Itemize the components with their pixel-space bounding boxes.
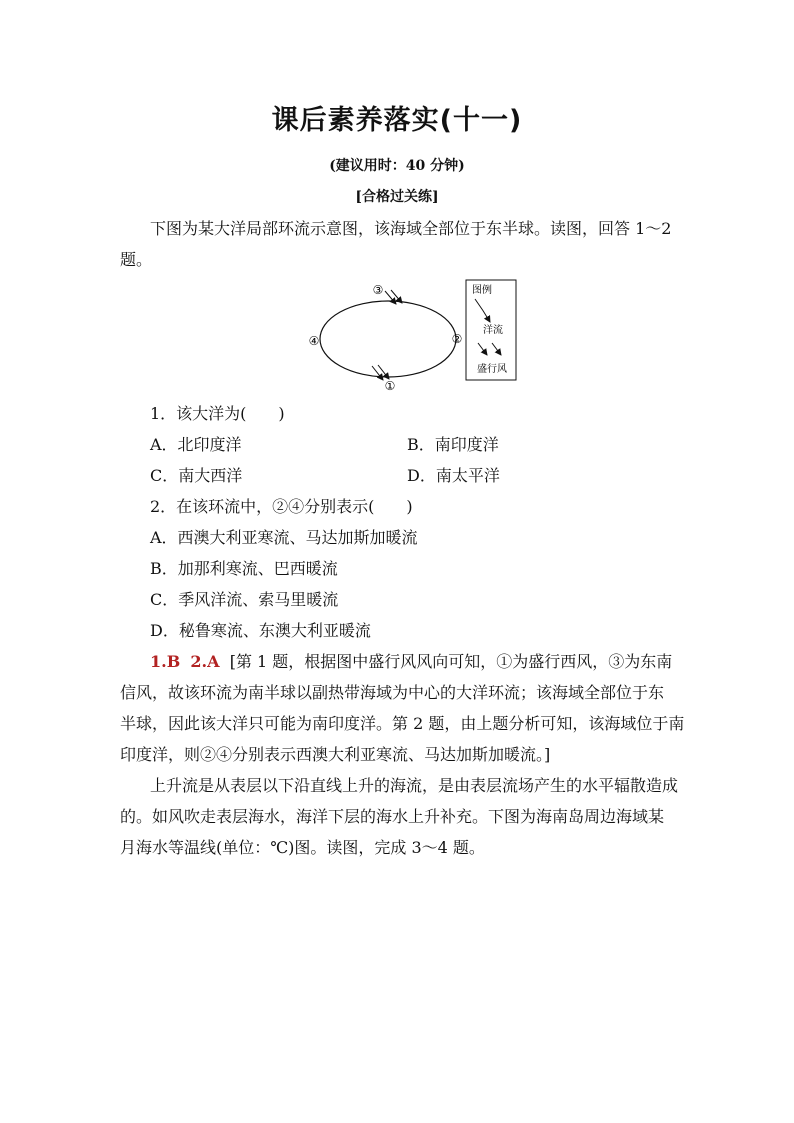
q1-option-a: A．北印度洋 (150, 435, 242, 454)
legend-wind-label: 盛行风 (477, 364, 507, 375)
circulation-diagram (300, 278, 530, 396)
wind-arrow-top-1 (385, 291, 396, 304)
next-line-2: 的。如风吹走表层海水，海洋下层的海水上升补充。下图为海南岛周边海域某 (120, 807, 665, 826)
q2-option-d: D．秘鲁寒流、东澳大利亚暖流 (150, 621, 371, 640)
section-label: [合格过关练] (355, 189, 439, 205)
legend-wind-arrow-2 (492, 343, 501, 355)
marker-1: ① (384, 379, 396, 393)
legend-title: 图例 (472, 285, 492, 296)
next-line-1: 上升流是从表层以下沿直线上升的海流，是由表层流场产生的水平辐散造成 (150, 776, 679, 795)
answer-text-1: [第 1 题，根据图中盛行风风向可知，①为盛行西风，③为东南 (229, 652, 673, 671)
q2-option-a: A．西澳大利亚寒流、马达加斯加暖流 (150, 528, 418, 547)
q2-option-b: B．加那利寒流、巴西暖流 (150, 559, 338, 578)
legend-current-arrow (475, 299, 490, 322)
time-note: (建议用时：40 分钟) (329, 158, 465, 174)
q1-option-c: C．南大西洋 (150, 466, 243, 485)
answer-line-2: 信风，故该环流为南半球以副热带海域为中心的大洋环流；该海域全部位于东 (120, 683, 665, 702)
answer-line-1 (150, 646, 672, 677)
marker-2: ② (451, 332, 463, 346)
intro-line-1: 下图为某大洋局部环流示意图，该海域全部位于东半球。读图，回答 1～2 (150, 219, 672, 238)
legend-wind-arrow-1 (478, 343, 487, 355)
gyre-ellipse (320, 301, 456, 377)
q2-option-c: C．季风洋流、索马里暖流 (150, 590, 339, 609)
marker-4: ④ (308, 334, 320, 348)
answer-line-4: 印度洋，则②④分别表示西澳大利亚寒流、马达加斯加暖流。] (120, 745, 551, 764)
answer-key-1: 1.B (150, 652, 181, 671)
page-title: 课后素养落实(十一) (271, 105, 523, 136)
q2-stem: 2．在该环流中，②④分别表示( ) (150, 497, 413, 516)
q1-option-b: B．南印度洋 (407, 435, 499, 454)
next-line-3: 月海水等温线(单位：℃)图。读图，完成 3～4 题。 (120, 838, 485, 857)
answer-key-2: 2.A (190, 652, 220, 671)
wind-arrow-bottom-1 (372, 366, 383, 380)
marker-3: ③ (372, 283, 384, 297)
answer-line-3: 半球，因此该大洋只可能为南印度洋。第 2 题，由上题分析可知，该海域位于南 (120, 714, 685, 733)
legend-current-label: 洋流 (483, 325, 503, 336)
q1-option-d: D．南太平洋 (407, 466, 500, 485)
q1-stem: 1．该大洋为( ) (150, 404, 285, 423)
intro-line-2: 题。 (120, 250, 153, 269)
